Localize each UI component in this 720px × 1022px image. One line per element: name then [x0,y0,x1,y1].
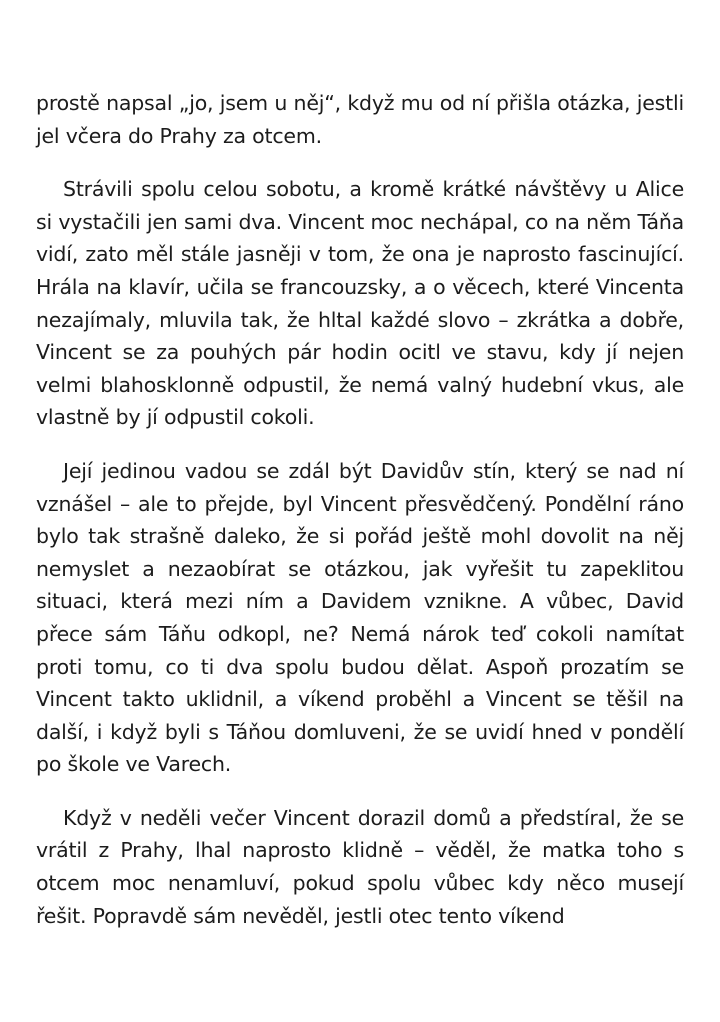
paragraph-1: prostě napsal „jo, jsem u něj“, když mu od ní přišla otázka, jestli jel včera do Prahy za otcem. [36,91,684,148]
paragraph-3: Její jedinou vadou se zdál být Davidův stín, který se nad ní vznášel – ale to přejde, byl Vincent přesvědčený. Pondělní ráno bylo tak strašně daleko, že si pořád ještě mohl dovolit na něj nemyslet a nezaobírat se otázkou, jak vyřešit tu zapeklitou situaci, která mezi ním a Davidem vznikne. A vůbec, David přece sám Táňu odkopl, ne? Nemá nárok teď cokoli namítat proti tomu, co ti dva spolu budou dělat. Aspoň prozatím se Vincent takto uklidnil, a víkend proběhl a Vincent se těšil na další, i když byli s Táňou domluveni, že se uvidí hned v pondělí po škole ve Varech. [36,458,684,777]
paragraph-2: Strávili spolu celou sobotu, a kromě krátké návštěvy u Alice si vystačili jen sami dva. Vincent moc nechápal, co na něm Táňa vidí, zato měl stále jasněji v tom, že ona je naprosto fascinující. Hrála na klavír, učila se francouzsky, a o věcech, které Vincenta nezajímaly, mluvila tak, že hltal každé slovo – zkrátka a dobře, Vincent se za pouhých pár hodin ocitl ve stavu, kdy jí nejen velmi blahosklonně odpustil, že nemá valný hudební vkus, ale vlastně by jí odpustil cokoli. [36,177,684,430]
paragraph-4: Když v neděli večer Vincent dorazil domů a předstíral, že se vrátil z Prahy, lhal naprosto klidně – věděl, že matka toho s otcem moc nenamluví, pokud spolu vůbec kdy něco musejí řešit. Popravdě sám nevěděl, jestli otec tento víkend [36,805,684,928]
